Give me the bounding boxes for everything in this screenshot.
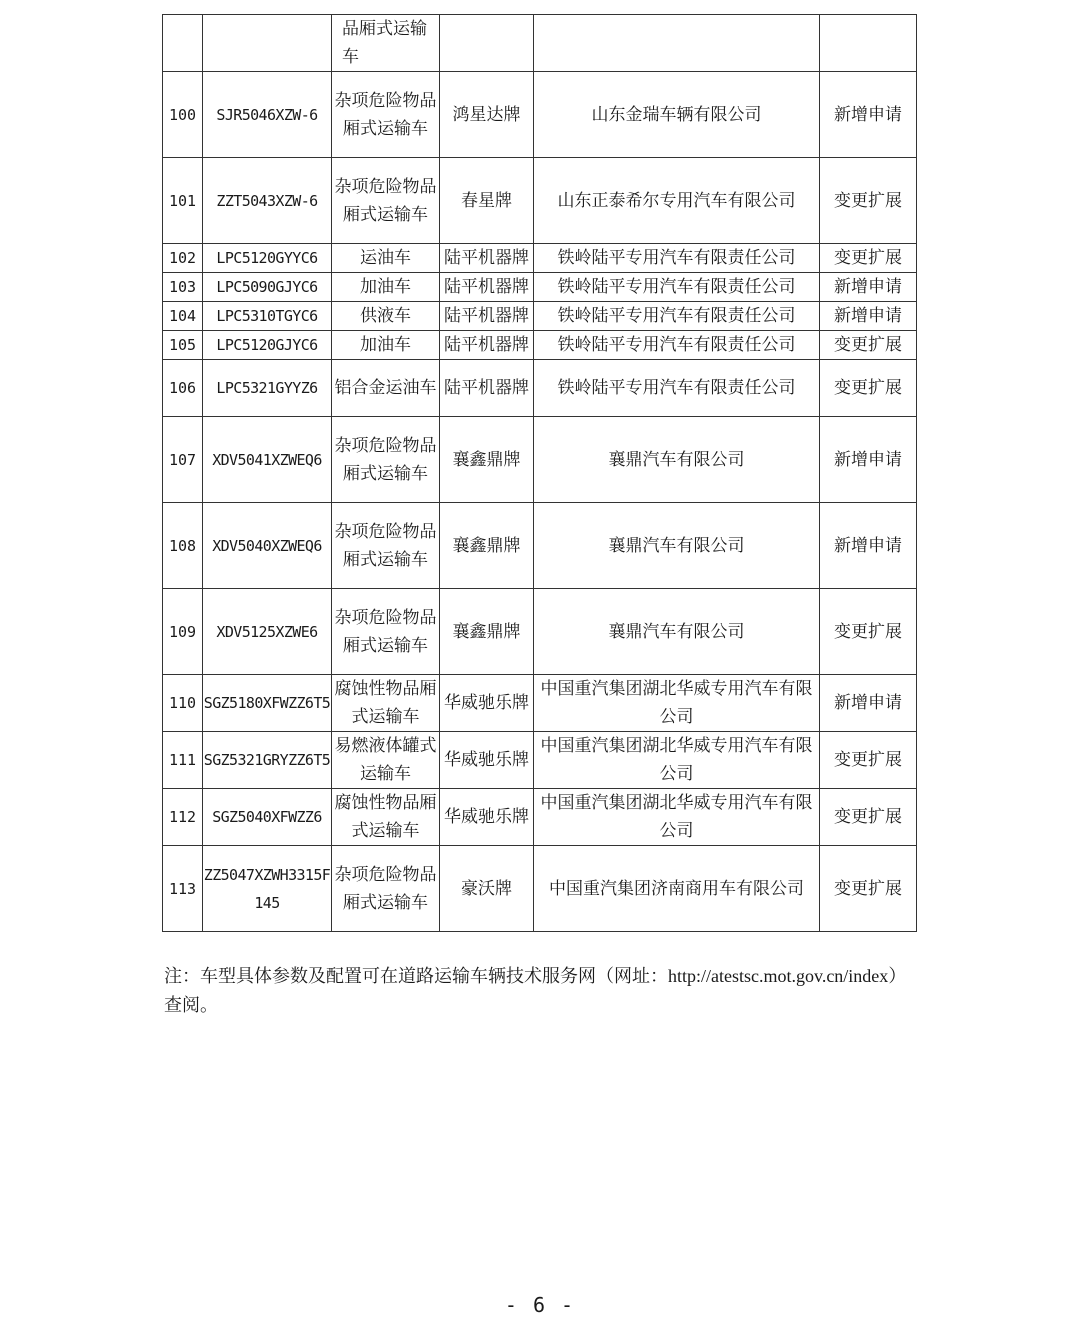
vehicle-model: ZZ5047XZWH3315F145 <box>203 846 332 932</box>
vehicle-brand: 陆平机器牌 <box>440 331 534 360</box>
page-number: - 6 - <box>504 1293 576 1317</box>
row-number: 101 <box>163 158 203 244</box>
application-type: 新增申请 <box>820 675 917 732</box>
table-row <box>163 244 917 273</box>
vehicle-name: 杂项危险物品厢式运输车 <box>332 417 440 503</box>
application-type: 新增申请 <box>820 273 917 302</box>
vehicle-model: SJR5046XZW-6 <box>203 72 332 158</box>
row-number: 105 <box>163 331 203 360</box>
application-type: 变更扩展 <box>820 331 917 360</box>
table-row <box>163 732 917 789</box>
vehicle-model: LPC5120GJYC6 <box>203 331 332 360</box>
row-number: 109 <box>163 589 203 675</box>
row-number: 104 <box>163 302 203 331</box>
vehicle-model: LPC5120GYYC6 <box>203 244 332 273</box>
manufacturer: 中国重汽集团湖北华威专用汽车有限公司 <box>534 732 820 789</box>
application-type: 变更扩展 <box>820 846 917 932</box>
manufacturer: 铁岭陆平专用汽车有限责任公司 <box>534 331 820 360</box>
manufacturer: 山东金瑞车辆有限公司 <box>534 72 820 158</box>
vehicle-brand: 华威驰乐牌 <box>440 732 534 789</box>
application-type: 新增申请 <box>820 417 917 503</box>
row-number: 106 <box>163 360 203 417</box>
row-number: 112 <box>163 789 203 846</box>
manufacturer: 襄鼎汽车有限公司 <box>534 503 820 589</box>
vehicle-name: 加油车 <box>332 273 440 302</box>
table-row <box>163 302 917 331</box>
vehicle-name: 运油车 <box>332 244 440 273</box>
vehicle-brand: 襄鑫鼎牌 <box>440 417 534 503</box>
vehicle-brand: 春星牌 <box>440 158 534 244</box>
application-type: 变更扩展 <box>820 789 917 846</box>
row-number <box>163 15 203 72</box>
vehicle-model: ZZT5043XZW-6 <box>203 158 332 244</box>
table-row <box>163 15 917 72</box>
vehicle-model: LPC5090GJYC6 <box>203 273 332 302</box>
vehicle-name: 杂项危险物品厢式运输车 <box>332 72 440 158</box>
vehicle-name: 供液车 <box>332 302 440 331</box>
application-type: 新增申请 <box>820 302 917 331</box>
manufacturer: 铁岭陆平专用汽车有限责任公司 <box>534 360 820 417</box>
application-type: 新增申请 <box>820 72 917 158</box>
row-number: 108 <box>163 503 203 589</box>
manufacturer: 铁岭陆平专用汽车有限责任公司 <box>534 273 820 302</box>
vehicle-model: XDV5041XZWEQ6 <box>203 417 332 503</box>
footnote <box>164 962 924 1020</box>
vehicle-model: XDV5125XZWE6 <box>203 589 332 675</box>
vehicle-name: 易燃液体罐式运输车 <box>332 732 440 789</box>
row-number: 111 <box>163 732 203 789</box>
manufacturer: 襄鼎汽车有限公司 <box>534 417 820 503</box>
manufacturer: 铁岭陆平专用汽车有限责任公司 <box>534 244 820 273</box>
vehicle-model: XDV5040XZWEQ6 <box>203 503 332 589</box>
table-row <box>163 360 917 417</box>
application-type <box>820 15 917 72</box>
application-type: 变更扩展 <box>820 158 917 244</box>
vehicle-name: 杂项危险物品厢式运输车 <box>332 503 440 589</box>
table-row <box>163 503 917 589</box>
vehicle-name: 杂项危险物品厢式运输车 <box>332 158 440 244</box>
row-number: 100 <box>163 72 203 158</box>
note-text: 注：车型具体参数及配置可在道路运输车辆技术服务网（网址： <box>164 966 668 987</box>
manufacturer: 铁岭陆平专用汽车有限责任公司 <box>534 302 820 331</box>
application-type: 变更扩展 <box>820 360 917 417</box>
vehicle-model: SGZ5180XFWZZ6T5 <box>203 675 332 732</box>
vehicle-brand: 豪沃牌 <box>440 846 534 932</box>
application-type: 新增申请 <box>820 503 917 589</box>
vehicle-brand: 华威驰乐牌 <box>440 675 534 732</box>
row-number: 103 <box>163 273 203 302</box>
vehicle-name: 加油车 <box>332 331 440 360</box>
row-number: 107 <box>163 417 203 503</box>
row-number: 102 <box>163 244 203 273</box>
table-row <box>163 846 917 932</box>
row-number: 113 <box>163 846 203 932</box>
vehicle-brand: 陆平机器牌 <box>440 244 534 273</box>
manufacturer: 中国重汽集团湖北华威专用汽车有限公司 <box>534 789 820 846</box>
vehicle-brand: 襄鑫鼎牌 <box>440 503 534 589</box>
vehicle-brand: 陆平机器牌 <box>440 302 534 331</box>
vehicle-name: 杂项危险物品厢式运输车 <box>332 846 440 932</box>
manufacturer <box>534 15 820 72</box>
vehicle-name: 品厢式运输车 <box>332 15 440 72</box>
manufacturer: 中国重汽集团湖北华威专用汽车有限公司 <box>534 675 820 732</box>
website-url: http://atestsc.mot.gov.cn/index <box>668 966 889 986</box>
table-row <box>163 789 917 846</box>
table-row <box>163 273 917 302</box>
vehicle-model: SGZ5040XFWZZ6 <box>203 789 332 846</box>
vehicle-name: 腐蚀性物品厢式运输车 <box>332 789 440 846</box>
vehicle-name: 铝合金运油车 <box>332 360 440 417</box>
note-text-end: ）查阅。 <box>164 966 907 1016</box>
vehicle-brand: 陆平机器牌 <box>440 360 534 417</box>
vehicle-model <box>203 15 332 72</box>
vehicle-table <box>162 14 917 932</box>
table-row <box>163 158 917 244</box>
row-number: 110 <box>163 675 203 732</box>
table-row <box>163 417 917 503</box>
vehicle-model: SGZ5321GRYZZ6T5 <box>203 732 332 789</box>
table-row <box>163 589 917 675</box>
application-type: 变更扩展 <box>820 732 917 789</box>
vehicle-brand: 襄鑫鼎牌 <box>440 589 534 675</box>
vehicle-model: LPC5321GYYZ6 <box>203 360 332 417</box>
manufacturer: 山东正泰希尔专用汽车有限公司 <box>534 158 820 244</box>
vehicle-brand: 鸿星达牌 <box>440 72 534 158</box>
table-row <box>163 675 917 732</box>
table-row <box>163 72 917 158</box>
manufacturer: 襄鼎汽车有限公司 <box>534 589 820 675</box>
vehicle-brand: 华威驰乐牌 <box>440 789 534 846</box>
application-type: 变更扩展 <box>820 589 917 675</box>
vehicle-brand: 陆平机器牌 <box>440 273 534 302</box>
application-type: 变更扩展 <box>820 244 917 273</box>
table-row <box>163 331 917 360</box>
vehicle-name: 杂项危险物品厢式运输车 <box>332 589 440 675</box>
manufacturer: 中国重汽集团济南商用车有限公司 <box>534 846 820 932</box>
vehicle-name: 腐蚀性物品厢式运输车 <box>332 675 440 732</box>
vehicle-model: LPC5310TGYC6 <box>203 302 332 331</box>
vehicle-brand <box>440 15 534 72</box>
